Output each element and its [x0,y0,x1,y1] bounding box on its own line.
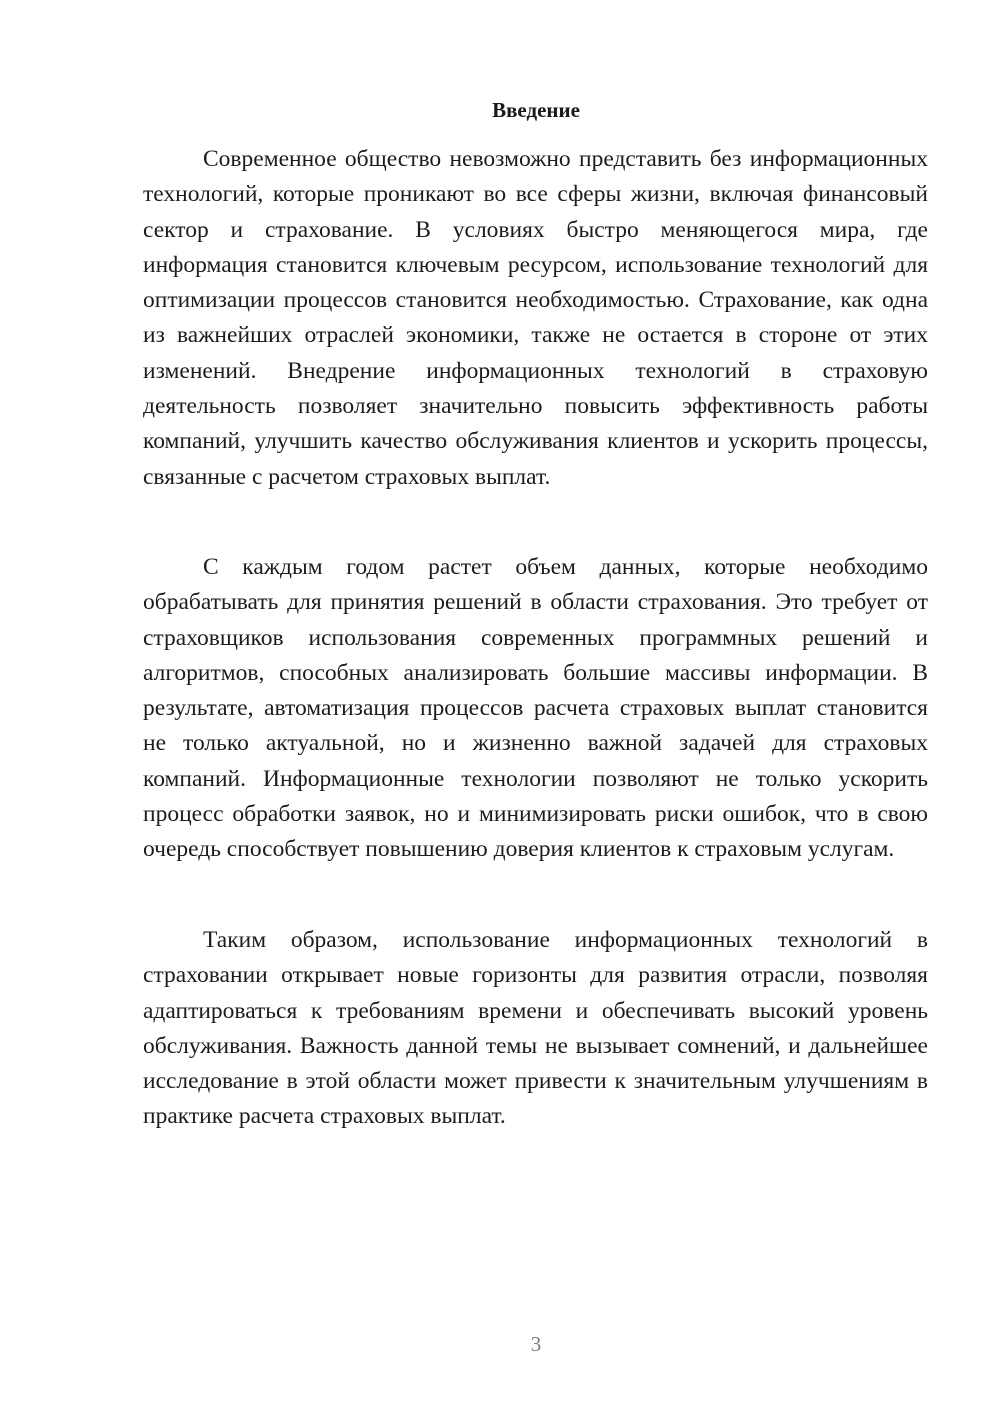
paragraph-3: Таким образом, использование информационных технологий в страховании открывает новые горизонты для развития отрасли, позволяя адаптироваться к требованиям времени и обеспечивать высокий уровень обслуживания. Важность данной темы не вызывает сомнений, и дальнейшее исследование в этой области может привести к значительным улучшениям в практике расчета страховых выплат. [143,927,928,1130]
paragraph-2: С каждым годом растет объем данных, которые необходимо обрабатывать для принятия решений в области страхования. Это требует от страховщиков использования современных программных решений и алгоритмов, способных анализировать большие массивы информации. В результате, автоматизация процессов расчета страховых выплат становится не только актуальной, но и жизненно важной задачей для страховых компаний. Информационные технологии позволяют не только ускорить процесс обработки заявок, но и минимизировать риски ошибок, что в свою очередь способствует повышению доверия клиентов к страховым услугам. [143,554,928,863]
paragraph-1: Современное общество невозможно представить без информационных технологий, которые проникают во все сферы жизни, включая финансовый сектор и страхование. В условиях быстро меняющегося мира, где информация становится ключевым ресурсом, использование технологий для оптимизации процессов становится необходимостью. Страхование, как одна из важнейших отраслей экономики, также не остается в стороне от этих изменений. Внедрение информационных технологий в страховую деятельность позволяет значительно повысить эффективность работы компаний, улучшить качество обслуживания клиентов и ускорить процессы, связанные с расчетом страховых выплат. [143,146,928,490]
page-number: 3 [530,1332,542,1356]
section-heading: Введение [492,98,580,122]
